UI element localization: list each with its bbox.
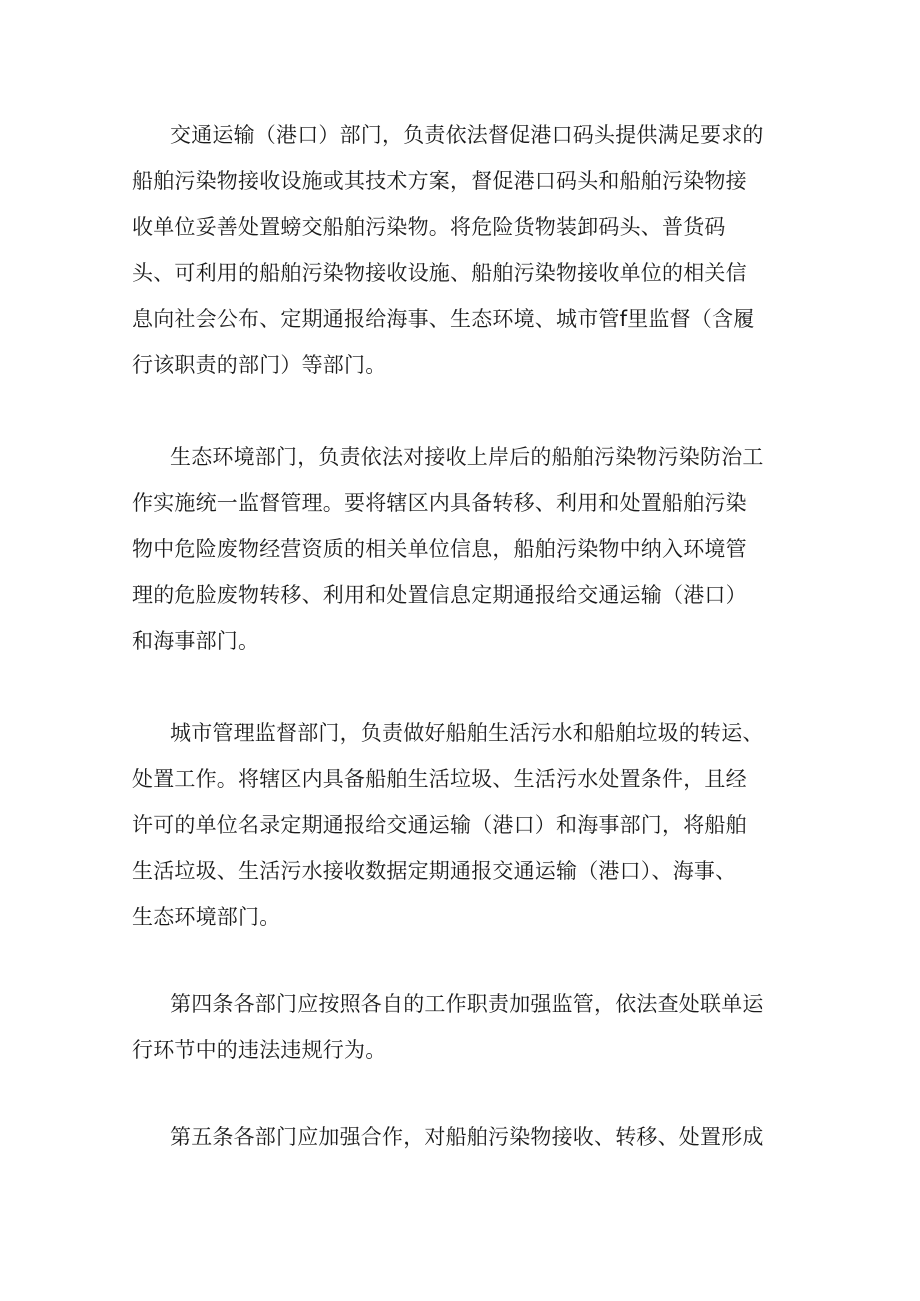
- text-line: 物中危险废物经营资质的相关单位信息，船舶污染物中纳入环境管: [132, 537, 747, 561]
- text-line: 交通运输（港口）部门，负责依法督促港口码头提供满足要求的: [170, 123, 764, 147]
- paragraph-transport-dept: [132, 112, 764, 388]
- text-line: 城市管理监督部门，负责做好船舶生活污水和船舶垃圾的转运、: [170, 721, 764, 745]
- paragraph-article-four: [132, 981, 764, 1073]
- text-line: 行环节中的违法违规行为。: [132, 1038, 387, 1062]
- paragraph-environment-dept: [132, 434, 764, 664]
- paragraph-article-five: [132, 1114, 764, 1160]
- text-line: 息向社会公布、定期通报给海事、生态环境、城市管f里监督（含履: [132, 307, 755, 331]
- text-line: 许可的单位名录定期通报给交通运输（港口）和海事部门，将船舶: [132, 813, 747, 837]
- text-line: 行该职责的部门）等部门。: [132, 353, 387, 377]
- text-line: 第五条各部门应加强合作，对船舶污染物接收、转移、处置形成: [170, 1125, 764, 1149]
- text-line: 理的危脸废物转移、利用和处置信息定期通报给交通运输（港口）: [132, 583, 747, 607]
- text-line: 船舶污染物接收设施或其技术方案，督促港口码头和船舶污染物接: [132, 169, 747, 193]
- paragraph-urban-management-dept: [132, 710, 764, 940]
- text-line: 作实施统一监督管理。要将辖区内具备转移、利用和处置船舶污染: [132, 491, 747, 515]
- text-line: 头、可利用的船舶污染物接收设施、船舶污染物接收单位的相关信: [132, 261, 747, 285]
- text-line: 生态环境部门，负责依法对接收上岸后的船舶污染物污染防治工: [170, 445, 764, 469]
- text-line: 处置工作。将辖区内具备船舶生活垃圾、生活污水处置条件，且经: [132, 767, 747, 791]
- text-line: 和海事部门。: [132, 629, 260, 653]
- text-line: 生活垃圾、生活污水接收数据定期通报交通运输（港口）、海事、: [132, 859, 737, 883]
- text-line: 生态环境部门。: [132, 905, 281, 929]
- text-line: 第四条各部门应按照各自的工作职责加强监管，依法查处联单运: [170, 992, 764, 1016]
- text-line: 收单位妥善处置螃交船舶污染物。将危险货物装卸码头、普货码: [132, 215, 726, 239]
